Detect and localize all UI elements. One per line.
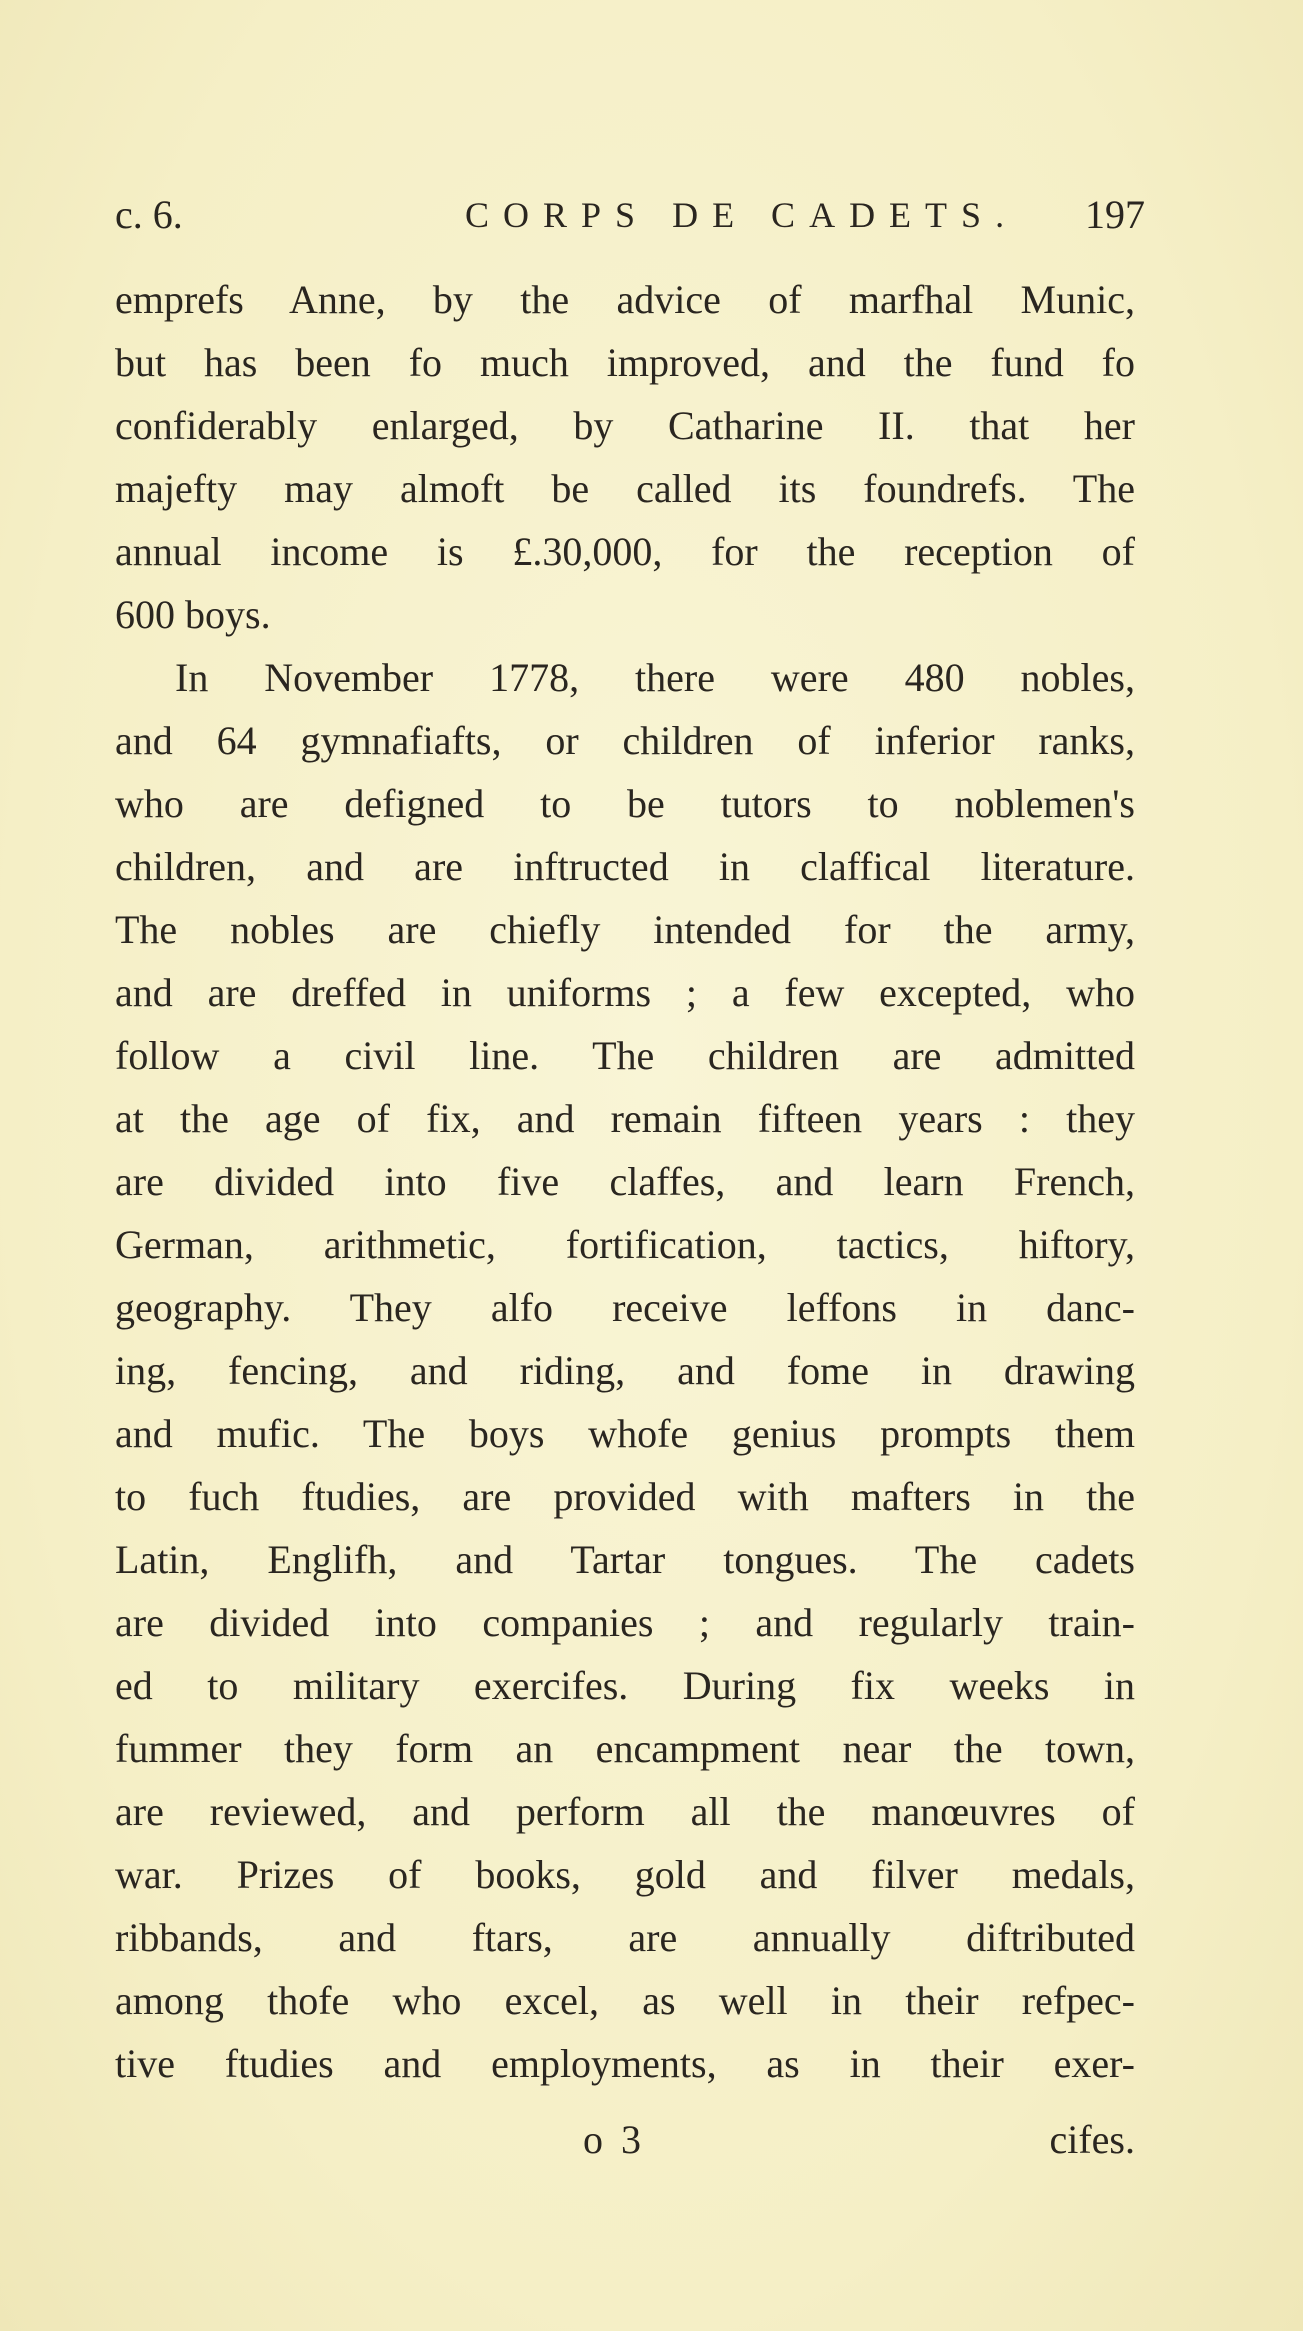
text-line: ribbands, and ftars, are annually diftributed: [115, 1915, 1135, 1960]
page-footer: [115, 2110, 1135, 2170]
text-line: tive ftudies and employments, as in their exer-: [115, 2041, 1135, 2086]
text-line: are divided into five claffes, and learn French,: [115, 1159, 1135, 1204]
text-line: ed to military exercifes. During fix weeks in: [115, 1663, 1135, 1708]
catchword: cifes.: [1049, 2117, 1135, 2162]
text-line: are reviewed, and perform all the manœuvres of: [115, 1789, 1135, 1834]
text-line: war. Prizes of books, gold and filver medals,: [115, 1852, 1135, 1897]
text-line: majefty may almoft be called its foundrefs. The: [115, 466, 1135, 511]
running-title: CORPS DE CADETS.: [465, 195, 1019, 235]
text-line: emprefs Anne, by the advice of marfhal Munic,: [115, 277, 1135, 322]
text-line: among thofe who excel, as well in their refpec-: [115, 1978, 1135, 2023]
text-line: children, and are inftructed in claffical literature.: [115, 844, 1135, 889]
text-line: 600 boys.: [115, 592, 271, 637]
body-text: [115, 268, 1135, 2095]
text-line: but has been fo much improved, and the fund fo: [115, 340, 1135, 385]
signature-mark: o 3: [583, 2117, 645, 2162]
text-line: at the age of fix, and remain fifteen years : they: [115, 1096, 1135, 1141]
text-line: confiderably enlarged, by Catharine II. that her: [115, 403, 1135, 448]
text-line: Latin, Englifh, and Tartar tongues. The cadets: [115, 1537, 1135, 1582]
text-line: German, arithmetic, fortification, tactics, hiftory,: [115, 1222, 1135, 1267]
text-line: who are defigned to be tutors to noblemen's: [115, 781, 1135, 826]
text-line: and are dreffed in uniforms ; a few excepted, who: [115, 970, 1135, 1015]
text-line: and mufic. The boys whofe genius prompts them: [115, 1411, 1135, 1456]
chapter-marker: c. 6.: [115, 192, 183, 237]
text-line: geography. They alfo receive leffons in danc-: [115, 1285, 1135, 1330]
text-line: ing, fencing, and riding, and fome in drawing: [115, 1348, 1135, 1393]
text-line: annual income is £.30,000, for the reception of: [115, 529, 1135, 574]
text-line: The nobles are chiefly intended for the army,: [115, 907, 1135, 952]
page-number: 197: [1085, 192, 1145, 237]
paragraph-start-line: In November 1778, there were 480 nobles,: [175, 655, 1135, 700]
text-line: to fuch ftudies, are provided with mafters in the: [115, 1474, 1135, 1519]
text-line: and 64 gymnafiafts, or children of inferior ranks,: [115, 718, 1135, 763]
text-line: fummer they form an encampment near the town,: [115, 1726, 1135, 1771]
text-line: follow a civil line. The children are admitted: [115, 1033, 1135, 1078]
text-line: are divided into companies ; and regularly train-: [115, 1600, 1135, 1645]
running-head: [115, 185, 1145, 245]
